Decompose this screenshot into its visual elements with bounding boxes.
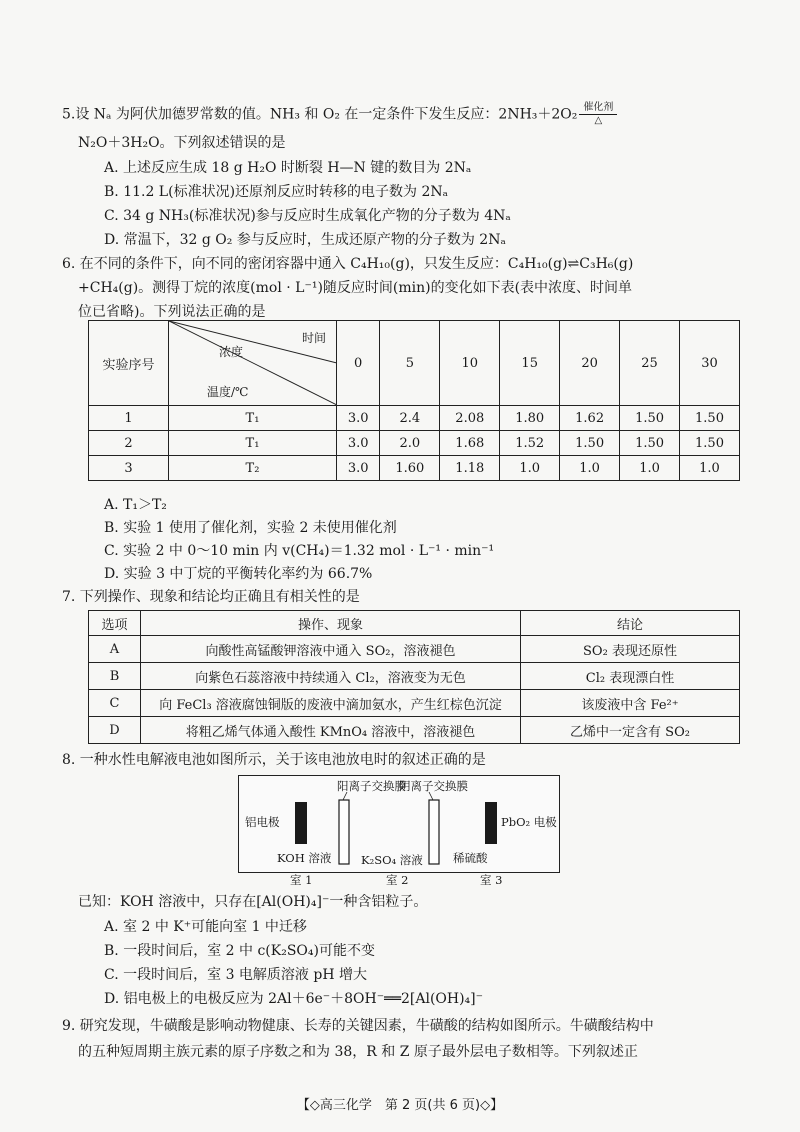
q9-stem-line2: 的五种短周期主族元素的原子序数之和为 38，R 和 Z 原子最外层电子数相等。下列叙述正 <box>78 1044 638 1060</box>
q6-row1-v4: 1.62 <box>560 406 620 431</box>
q7-row-a-opt: A <box>89 636 141 663</box>
q6-row3-temp: T₂ <box>169 456 337 481</box>
q6-row1-temp: T₁ <box>169 406 337 431</box>
q7-row-d-op: 将粗乙烯气体通入酸性 KMnO₄ 溶液中，溶液褪色 <box>141 717 521 744</box>
q7-row-c-opt: C <box>89 690 141 717</box>
q6-data-table <box>88 320 740 481</box>
q6-row3-v0: 3.0 <box>337 456 380 481</box>
q7-row-b-op: 向紫色石蕊溶液中持续通入 Cl₂，溶液变为无色 <box>141 663 521 690</box>
q6-time-30: 30 <box>680 321 740 406</box>
q6-time-5: 5 <box>380 321 440 406</box>
q5-option-a: A. 上述反应生成 18 g H₂O 时断裂 H—N 键的数目为 2Nₐ <box>104 160 472 176</box>
q6-row3-id: 3 <box>89 456 169 481</box>
q7-row-a <box>89 636 740 663</box>
q6-row3-v1: 1.60 <box>380 456 440 481</box>
q8-option-c: C. 一段时间后，室 3 电解质溶液 pH 增大 <box>104 967 367 983</box>
q8-label-koh: KOH 溶液 <box>277 851 332 865</box>
q8-label-cation-membrane: 阳离子交换膜 <box>337 779 406 793</box>
q7-row-b-opt: B <box>89 663 141 690</box>
q6-stem-line1: 6. 在不同的条件下，向不同的密闭容器中通入 C₄H₁₀(g)，只发生反应：C₄H₁₀(g)⇌C₃H₆(g) <box>62 256 634 272</box>
q6-row1-v6: 1.50 <box>680 406 740 431</box>
q7-header-operation: 操作、现象 <box>141 611 521 636</box>
q8-label-k2so4: K₂SO₄ 溶液 <box>361 853 423 867</box>
q7-row-d <box>89 717 740 744</box>
q6-table-row-3 <box>89 456 740 481</box>
q5-stem-text: 5.设 Nₐ 为阿伏加德罗常数的值。NH₃ 和 O₂ 在一定条件下发生反应：2NH₃＋2O₂ <box>62 106 578 123</box>
q6-row3-v6: 1.0 <box>680 456 740 481</box>
q9-stem-line1: 9. 研究发现，牛磺酸是影响动物健康、长寿的关键因素，牛磺酸的结构如图所示。牛磺酸结构中 <box>62 1018 654 1034</box>
q6-row3-v4: 1.0 <box>560 456 620 481</box>
q6-option-d: D. 实验 3 中丁烷的平衡转化率约为 66.7% <box>104 566 373 582</box>
q8-room3: 室 3 <box>480 873 503 887</box>
q6-stem-line2: +CH₄(g)。测得丁烷的浓度(mol · L⁻¹)随反应时间(min)的变化如下表(表中浓度、时间单 <box>78 280 633 296</box>
q6-time-15: 15 <box>500 321 560 406</box>
q6-row3-v3: 1.0 <box>500 456 560 481</box>
q8-anion-membrane-bar <box>429 800 439 864</box>
q8-cation-membrane-bar <box>339 800 349 864</box>
q6-row2-v1: 2.0 <box>380 431 440 456</box>
q5-stem-line2: N₂O＋3H₂O。下列叙述错误的是 <box>78 135 286 151</box>
q6-row2-v4: 1.50 <box>560 431 620 456</box>
q8-stem: 8. 一种水性电解液电池如图所示，关于该电池放电时的叙述正确的是 <box>62 752 486 768</box>
q6-option-b: B. 实验 1 使用了催化剂，实验 2 未使用催化剂 <box>104 520 397 536</box>
q5-option-b: B. 11.2 L(标准状况)还原剂反应时转移的电子数为 2Nₐ <box>104 184 449 200</box>
q5-option-c: C. 34 g NH₃(标准状况)参与反应时生成氧化产物的分子数为 4Nₐ <box>104 208 511 224</box>
q6-row2-temp: T₁ <box>169 431 337 456</box>
q8-label-anion-membrane: 阴离子交换膜 <box>399 779 468 793</box>
q7-row-a-op: 向酸性高锰酸钾溶液中通入 SO₂，溶液褪色 <box>141 636 521 663</box>
q7-row-c-concl: 该废液中含 Fe²⁺ <box>521 690 740 717</box>
q6-row2-v5: 1.50 <box>620 431 680 456</box>
q5-reaction-condition <box>579 102 617 127</box>
q8-label-pbo2-electrode: PbO₂ 电极 <box>501 815 557 829</box>
q6-table-row-2 <box>89 431 740 456</box>
q6-row2-v2: 1.68 <box>440 431 500 456</box>
q8-room1: 室 1 <box>290 873 313 887</box>
q7-row-b <box>89 663 740 690</box>
q7-row-c-op: 向 FeCl₃ 溶液腐蚀铜版的废液中滴加氨水，产生红棕色沉淀 <box>141 690 521 717</box>
q6-header-time: 时间 <box>301 331 326 345</box>
q6-header-temp: 温度/℃ <box>207 385 249 399</box>
q6-option-c: C. 实验 2 中 0～10 min 内 v(CH₄)＝1.32 mol · L⁻¹ · min⁻¹ <box>104 543 495 559</box>
q8-option-b: B. 一段时间后，室 2 中 c(K₂SO₄)可能不变 <box>104 943 375 959</box>
q6-row1-v0: 3.0 <box>337 406 380 431</box>
q6-row1-id: 1 <box>89 406 169 431</box>
q6-header-conc: 浓度 <box>219 345 244 359</box>
q6-row1-v2: 2.08 <box>440 406 500 431</box>
q5-stem-line1 <box>62 102 619 127</box>
q6-row2-v0: 3.0 <box>337 431 380 456</box>
q8-option-a: A. 室 2 中 K⁺可能向室 1 中迁移 <box>104 919 307 935</box>
q8-pbo2-electrode-bar <box>485 802 497 844</box>
q6-stem-line3: 位已省略)。下列说法正确的是 <box>78 304 266 320</box>
q8-battery-diagram <box>238 775 560 873</box>
q5-option-d: D. 常温下，32 g O₂ 参与反应时，生成还原产物的分子数为 2Nₐ <box>104 232 506 248</box>
q8-label-h2so4: 稀硫酸 <box>453 851 488 865</box>
q7-table <box>88 610 740 744</box>
q8-label-al-electrode: 铝电极 <box>245 815 280 829</box>
q6-row1-v5: 1.50 <box>620 406 680 431</box>
q6-time-25: 25 <box>620 321 680 406</box>
q6-option-a: A. T₁＞T₂ <box>104 497 167 513</box>
q7-header-row <box>89 611 740 636</box>
q6-row3-v2: 1.18 <box>440 456 500 481</box>
q7-row-c <box>89 690 740 717</box>
q6-row3-v5: 1.0 <box>620 456 680 481</box>
q6-row2-id: 2 <box>89 431 169 456</box>
q8-option-d: D. 铝电极上的电极反应为 2Al＋6e⁻＋8OH⁻══2[Al(OH)₄]⁻ <box>104 991 484 1007</box>
q6-time-20: 20 <box>560 321 620 406</box>
q5-heat-symbol: △ <box>594 115 603 126</box>
q6-time-0: 0 <box>337 321 380 406</box>
q6-row1-v1: 2.4 <box>380 406 440 431</box>
q8-al-electrode-bar <box>295 802 307 844</box>
q6-row2-v3: 1.52 <box>500 431 560 456</box>
q6-row1-v3: 1.80 <box>500 406 560 431</box>
q7-stem: 7. 下列操作、现象和结论均正确且有相关性的是 <box>62 589 360 605</box>
q6-table-header-row <box>89 321 740 406</box>
q6-row2-v6: 1.50 <box>680 431 740 456</box>
q7-header-conclusion: 结论 <box>521 611 740 636</box>
q7-row-d-opt: D <box>89 717 141 744</box>
q7-row-a-concl: SO₂ 表现还原性 <box>521 636 740 663</box>
q8-known-info: 已知：KOH 溶液中，只存在[Al(OH)₄]⁻一种含铝粒子。 <box>78 894 428 910</box>
q7-row-d-concl: 乙烯中一定含有 SO₂ <box>521 717 740 744</box>
q6-table-row-1 <box>89 406 740 431</box>
q7-row-b-concl: Cl₂ 表现漂白性 <box>521 663 740 690</box>
q8-room2: 室 2 <box>386 873 409 887</box>
q6-header-experiment: 实验序号 <box>89 321 169 406</box>
q6-header-diagonal-cell <box>169 321 337 406</box>
q6-time-10: 10 <box>440 321 500 406</box>
q5-catalyst-label: 催化剂 <box>579 102 617 115</box>
page-footer: 【◇高三化学 第 2 页(共 6 页)◇】 <box>296 1098 504 1113</box>
q7-header-option: 选项 <box>89 611 141 636</box>
